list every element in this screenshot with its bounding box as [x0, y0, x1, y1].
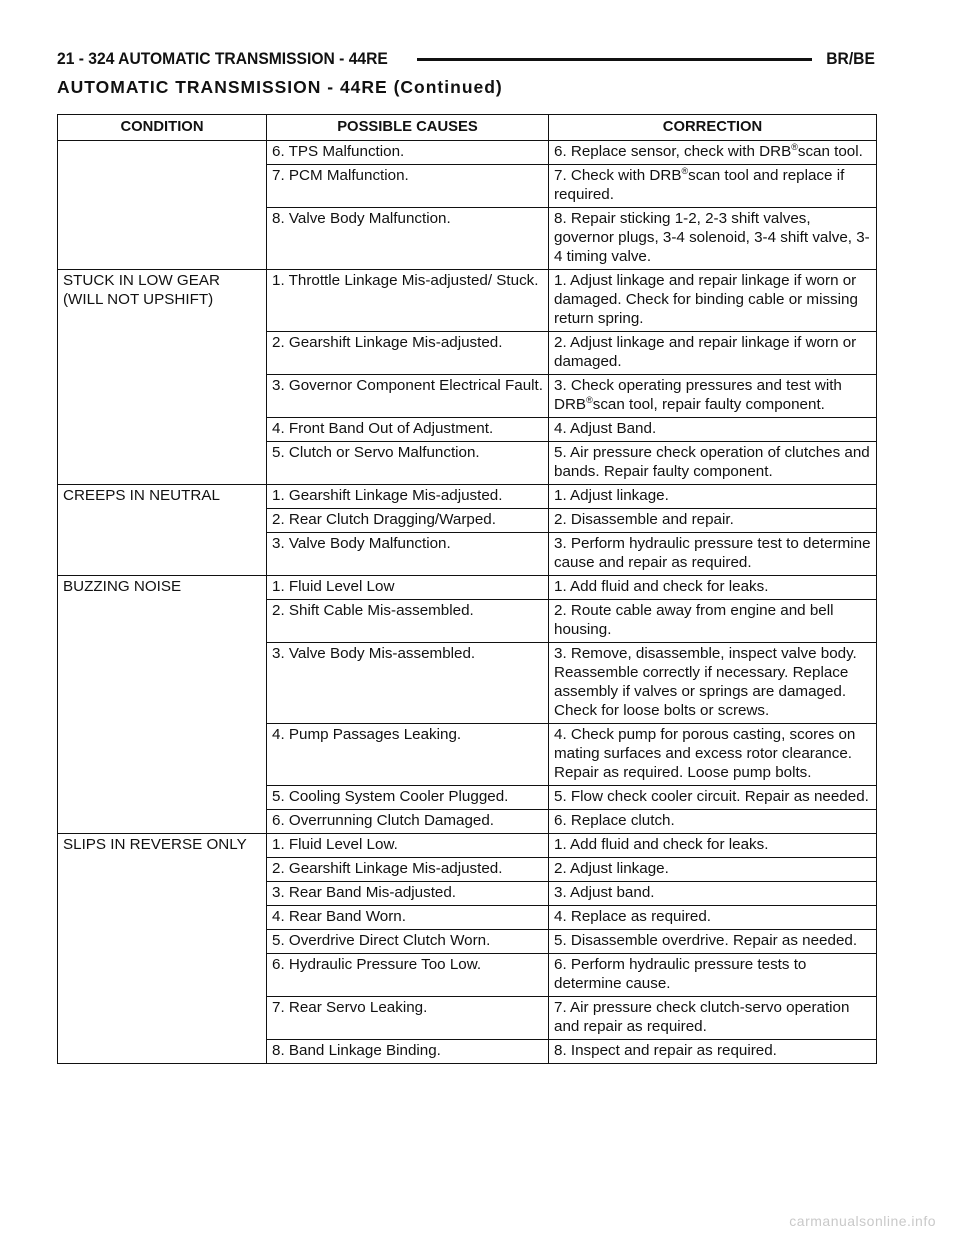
section-title: AUTOMATIC TRANSMISSION - 44RE (Continued): [57, 77, 503, 97]
registered-mark: ®: [791, 141, 798, 152]
correction-cell: 8. Inspect and repair as required.: [549, 1040, 877, 1064]
correction-cell: 1. Add fluid and check for leaks.: [549, 834, 877, 858]
cause-cell: 6. TPS Malfunction.: [267, 141, 549, 165]
condition-cell: [58, 332, 267, 375]
table-row: [58, 576, 877, 600]
watermark: carmanualsonline.info: [789, 1213, 936, 1229]
cause-cell: 2. Gearshift Linkage Mis-adjusted.: [267, 332, 549, 375]
condition-cell: [58, 954, 267, 997]
cause-cell: 7. Rear Servo Leaking.: [267, 997, 549, 1040]
table-row: [58, 375, 877, 418]
condition-cell: [58, 375, 267, 418]
cause-cell: 2. Rear Clutch Dragging/Warped.: [267, 509, 549, 533]
cause-cell: 6. Overrunning Clutch Damaged.: [267, 810, 549, 834]
table-row: [58, 906, 877, 930]
table-row: [58, 997, 877, 1040]
correction-cell: 4. Check pump for porous casting, scores on mating surfaces and excess rotor clearance. Repair as required. Loose pump bolts.: [549, 724, 877, 786]
condition-cell: [58, 724, 267, 786]
table-row: [58, 930, 877, 954]
correction-cell: 3. Perform hydraulic pressure test to determine cause and repair as required.: [549, 533, 877, 576]
correction-cell: 5. Disassemble overdrive. Repair as needed.: [549, 930, 877, 954]
table-row: [58, 509, 877, 533]
table-row: [58, 1040, 877, 1064]
column-header-correction: CORRECTION: [549, 115, 877, 141]
cause-cell: 8. Band Linkage Binding.: [267, 1040, 549, 1064]
correction-cell: 6. Perform hydraulic pressure tests to determine cause.: [549, 954, 877, 997]
condition-cell: [58, 906, 267, 930]
condition-cell: [58, 509, 267, 533]
cause-cell: 3. Valve Body Mis-assembled.: [267, 643, 549, 724]
condition-cell: [58, 858, 267, 882]
table-row: [58, 810, 877, 834]
condition-cell: [58, 643, 267, 724]
condition-cell: SLIPS IN REVERSE ONLY: [58, 834, 267, 858]
cause-cell: 1. Throttle Linkage Mis-adjusted/ Stuck.: [267, 270, 549, 332]
cause-cell: 2. Shift Cable Mis-assembled.: [267, 600, 549, 643]
column-header-causes: POSSIBLE CAUSES: [267, 115, 549, 141]
cause-cell: 3. Governor Component Electrical Fault.: [267, 375, 549, 418]
table-row: [58, 724, 877, 786]
cause-cell: 1. Fluid Level Low.: [267, 834, 549, 858]
cause-cell: 6. Hydraulic Pressure Too Low.: [267, 954, 549, 997]
correction-cell: 2. Route cable away from engine and bell housing.: [549, 600, 877, 643]
correction-cell: 6. Replace clutch.: [549, 810, 877, 834]
table-row: [58, 954, 877, 997]
cause-cell: 5. Clutch or Servo Malfunction.: [267, 442, 549, 485]
model-code: BR/BE: [826, 49, 875, 68]
correction-cell: 3. Adjust band.: [549, 882, 877, 906]
condition-cell: [58, 600, 267, 643]
cause-cell: 5. Overdrive Direct Clutch Worn.: [267, 930, 549, 954]
cause-cell: 5. Cooling System Cooler Plugged.: [267, 786, 549, 810]
cause-cell: 2. Gearshift Linkage Mis-adjusted.: [267, 858, 549, 882]
page-header: [57, 46, 875, 72]
cause-cell: 4. Pump Passages Leaking.: [267, 724, 549, 786]
condition-cell: [58, 1040, 267, 1064]
correction-cell: 3. Check operating pressures and test with DRB®scan tool, repair faulty component.: [549, 375, 877, 418]
cause-cell: 4. Front Band Out of Adjustment.: [267, 418, 549, 442]
correction-cell: 5. Air pressure check operation of clutches and bands. Repair faulty component.: [549, 442, 877, 485]
table-row: [58, 533, 877, 576]
table-row: [58, 208, 877, 270]
condition-cell: [58, 533, 267, 576]
column-header-condition: CONDITION: [58, 115, 267, 141]
registered-mark: ®: [681, 165, 689, 176]
condition-cell: CREEPS IN NEUTRAL: [58, 485, 267, 509]
correction-cell: 4. Adjust Band.: [549, 418, 877, 442]
table-row: [58, 442, 877, 485]
table-row: [58, 643, 877, 724]
cause-cell: 1. Fluid Level Low: [267, 576, 549, 600]
condition-cell: [58, 810, 267, 834]
table-row: [58, 270, 877, 332]
condition-cell: [58, 442, 267, 485]
condition-cell: [58, 786, 267, 810]
correction-cell: 4. Replace as required.: [549, 906, 877, 930]
correction-cell: 5. Flow check cooler circuit. Repair as needed.: [549, 786, 877, 810]
condition-cell: [58, 997, 267, 1040]
condition-cell: [58, 141, 267, 165]
table-row: [58, 786, 877, 810]
cause-cell: 7. PCM Malfunction.: [267, 165, 549, 208]
table-row: [58, 834, 877, 858]
table-row: [58, 882, 877, 906]
correction-cell: 1. Add fluid and check for leaks.: [549, 576, 877, 600]
correction-cell: 2. Adjust linkage and repair linkage if worn or damaged.: [549, 332, 877, 375]
table-row: [58, 485, 877, 509]
correction-cell: 1. Adjust linkage and repair linkage if worn or damaged. Check for binding cable or missing return spring.: [549, 270, 877, 332]
cause-cell: 1. Gearshift Linkage Mis-adjusted.: [267, 485, 549, 509]
page-reference: 21 - 324 AUTOMATIC TRANSMISSION - 44RE: [57, 49, 388, 68]
registered-mark: ®: [586, 394, 593, 405]
table-row: [58, 165, 877, 208]
condition-cell: [58, 882, 267, 906]
header-rule: [417, 58, 813, 61]
table-row: [58, 141, 877, 165]
condition-cell: BUZZING NOISE: [58, 576, 267, 600]
table-row: [58, 418, 877, 442]
cause-cell: 3. Valve Body Malfunction.: [267, 533, 549, 576]
correction-cell: 2. Disassemble and repair.: [549, 509, 877, 533]
correction-cell: 1. Adjust linkage.: [549, 485, 877, 509]
correction-cell: 8. Repair sticking 1-2, 2-3 shift valves, governor plugs, 3-4 solenoid, 3-4 shift valve, 3-4 timing valve.: [549, 208, 877, 270]
condition-cell: [58, 165, 267, 208]
correction-cell: 7. Check with DRB®scan tool and replace if required.: [549, 165, 877, 208]
condition-cell: [58, 930, 267, 954]
table-row: [58, 332, 877, 375]
table-row: [58, 858, 877, 882]
cause-cell: 4. Rear Band Worn.: [267, 906, 549, 930]
condition-cell: [58, 418, 267, 442]
condition-cell: STUCK IN LOW GEAR (WILL NOT UPSHIFT): [58, 270, 267, 332]
correction-cell: 2. Adjust linkage.: [549, 858, 877, 882]
correction-cell: 6. Replace sensor, check with DRB®scan tool.: [549, 141, 877, 165]
correction-cell: 3. Remove, disassemble, inspect valve body. Reassemble correctly if necessary. Replace assembly if valves or springs are damaged. Check for loose bolts or screws.: [549, 643, 877, 724]
condition-cell: [58, 208, 267, 270]
table-header-row: [58, 115, 877, 141]
cause-cell: 3. Rear Band Mis-adjusted.: [267, 882, 549, 906]
table-row: [58, 600, 877, 643]
cause-cell: 8. Valve Body Malfunction.: [267, 208, 549, 270]
correction-cell: 7. Air pressure check clutch-servo operation and repair as required.: [549, 997, 877, 1040]
diagnosis-table: [57, 114, 877, 1064]
